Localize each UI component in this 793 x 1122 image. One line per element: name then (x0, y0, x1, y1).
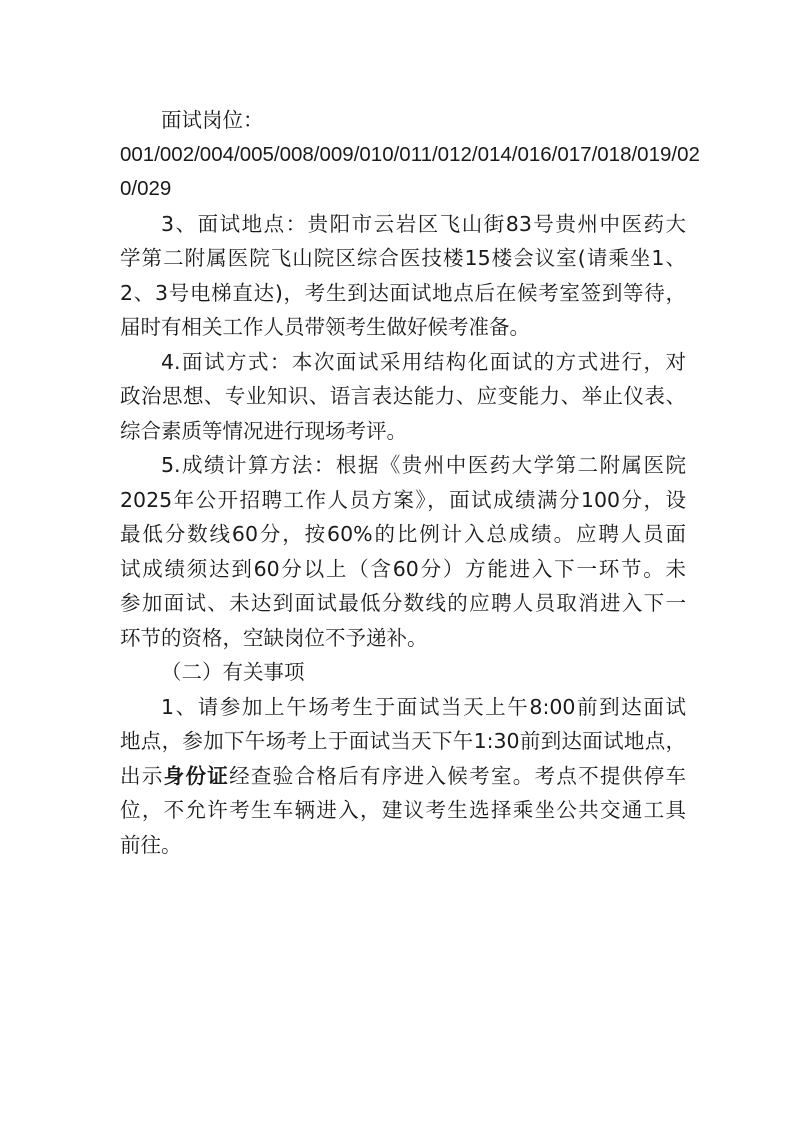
location-line-4: 届时有相关工作人员带领考生做好候考准备。 (120, 315, 530, 339)
position-codes-line-2: 0/029 (120, 177, 172, 200)
id-card-emphasis: 身份证 (163, 763, 230, 788)
matters-item1-line-3 (120, 759, 686, 794)
score-line-6: 环节的资格，空缺岗位不予递补。 (120, 625, 428, 650)
matters-item1-line-5: 前往。 (120, 832, 182, 857)
matters-item1-line-1: 1、请参加上午场考生于面试当天上午8:00前到达面试 (161, 694, 686, 719)
document-body (120, 103, 700, 862)
method-line-3: 综合素质等情况进行现场考评。 (120, 418, 407, 443)
matters-heading: （二）有关事项 (161, 660, 305, 684)
location-line-3: 2、3号电梯直达)，考生到达面试地点后在候考室签到等待， (120, 280, 686, 305)
score-line-5: 参加面试、未达到面试最低分数线的应聘人员取消进入下一 (120, 591, 686, 615)
score-line-4: 试成绩须达到60分以上（含60分）方能进入下一环节。未 (120, 556, 686, 581)
location-line-2: 学第二附属医院飞山院区综合医技楼15楼会议室(请乘坐1、 (120, 246, 686, 270)
score-line-3: 最低分数线60分，按60%的比例计入总成绩。应聘人员面 (120, 522, 686, 546)
method-line-1: 4.面试方式：本次面试采用结构化面试的方式进行，对 (161, 349, 686, 374)
matters-item1-line-2: 地点，参加下午场考上于面试当天下午1:30前到达面试地点， (120, 729, 686, 753)
method-line-2: 政治思想、专业知识、语言表达能力、应变能力、举止仪表、 (120, 384, 686, 408)
matters-item1-line-4: 位，不允许考生车辆进入，建议考生选择乘坐公共交通工具 (120, 798, 686, 822)
matters-item1-line-3-before: 出示 (120, 763, 164, 788)
score-line-2: 2025年公开招聘工作人员方案》，面试成绩满分100分，设 (120, 487, 686, 512)
position-codes-line-1: 001/002/004/005/008/009/010/011/012/014/016/017/018/019/02 (120, 142, 700, 166)
matters-item1-line-3-after: 经查验合格后有序进入候考室。考点不提供停车 (229, 763, 687, 788)
position-label: 面试岗位： (161, 108, 264, 132)
score-line-1: 5.成绩计算方法：根据《贵州中医药大学第二附属医院 (161, 453, 686, 477)
location-line-1: 3、面试地点：贵阳市云岩区飞山街83号贵州中医药大 (161, 211, 686, 236)
